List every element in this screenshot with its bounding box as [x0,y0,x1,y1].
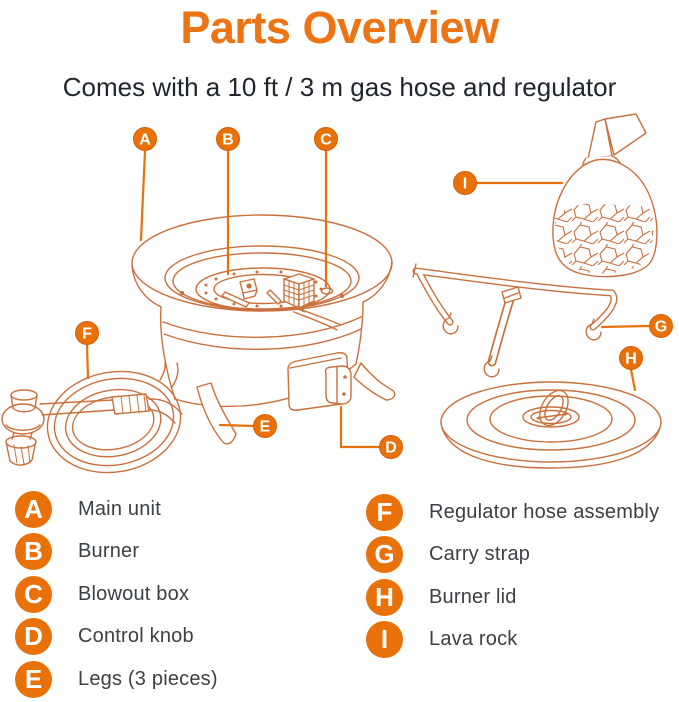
part-label-regulator-hose-assembly: Regulator hose assembly [429,500,660,523]
leader-line-d [341,407,380,447]
callout-f [76,322,99,345]
leader-line-g [602,326,650,327]
callout-d-letter: D [385,439,397,457]
carry-strap-drawing [413,264,614,377]
callout-g [650,315,673,338]
parts-diagram [0,112,679,487]
callout-i-letter: I [462,175,468,193]
burner-drawing [196,268,341,330]
callout-h-letter: H [625,350,637,368]
part-badge-h: H [366,579,403,616]
legend-column-left [15,490,218,702]
part-label-legs: Legs (3 pieces) [78,667,218,690]
part-label-burner: Burner [78,540,140,562]
legend-item-blowout-box [15,575,218,613]
leader-line-f [87,345,88,379]
part-badge-b: B [15,533,52,570]
legend-item-burner [15,533,218,571]
part-label-blowout-box: Blowout box [78,582,190,605]
legend-item-burner-lid [366,578,659,616]
callout-c [315,128,338,151]
legend-item-carry-strap [366,536,659,574]
leader-line-e [220,425,254,426]
legend-column-right [366,493,659,663]
part-badge-i: I [366,621,403,658]
callout-d [380,436,403,459]
control-knob-drawing [288,353,351,411]
part-badge-c: C [15,576,52,613]
part-badge-f: F [366,494,403,531]
callout-b [217,128,240,151]
main-unit-drawing [132,215,392,406]
part-badge-d: D [15,618,52,655]
callout-a-letter: A [139,131,151,149]
part-badge-a: A [15,491,52,528]
callout-c-letter: C [320,131,332,149]
legend-item-legs [15,660,218,698]
part-label-burner-lid: Burner lid [429,585,517,608]
callout-g-letter: G [654,318,668,336]
legend-item-main-unit [15,490,218,528]
part-badge-g: G [366,536,403,573]
callout-e [254,415,277,438]
lava-rock-bag-drawing [553,114,657,277]
part-label-carry-strap: Carry strap [429,543,531,565]
callout-e-letter: E [259,418,271,436]
part-label-lava-rock: Lava rock [429,628,518,650]
legend-item-control-knob [15,618,218,656]
callout-a [134,128,157,151]
page-title: Parts Overview [180,2,499,53]
page-subtitle: Comes with a 10 ft / 3 m gas hose and regulator [62,72,617,102]
part-label-main-unit: Main unit [78,497,161,520]
callout-f-letter: F [82,325,92,343]
part-badge-e: E [15,661,52,698]
leader-line-a [141,151,145,241]
part-label-control-knob: Control knob [78,625,194,647]
legend-item-lava-rock [366,621,659,659]
callout-b-letter: B [222,131,234,149]
legend-item-regulator-hose-assembly [366,493,659,531]
callout-i [454,172,477,195]
burner-lid-drawing [441,382,661,468]
leader-line-h [631,370,635,391]
callout-h [620,347,643,370]
regulator-hose-drawing [2,361,189,483]
